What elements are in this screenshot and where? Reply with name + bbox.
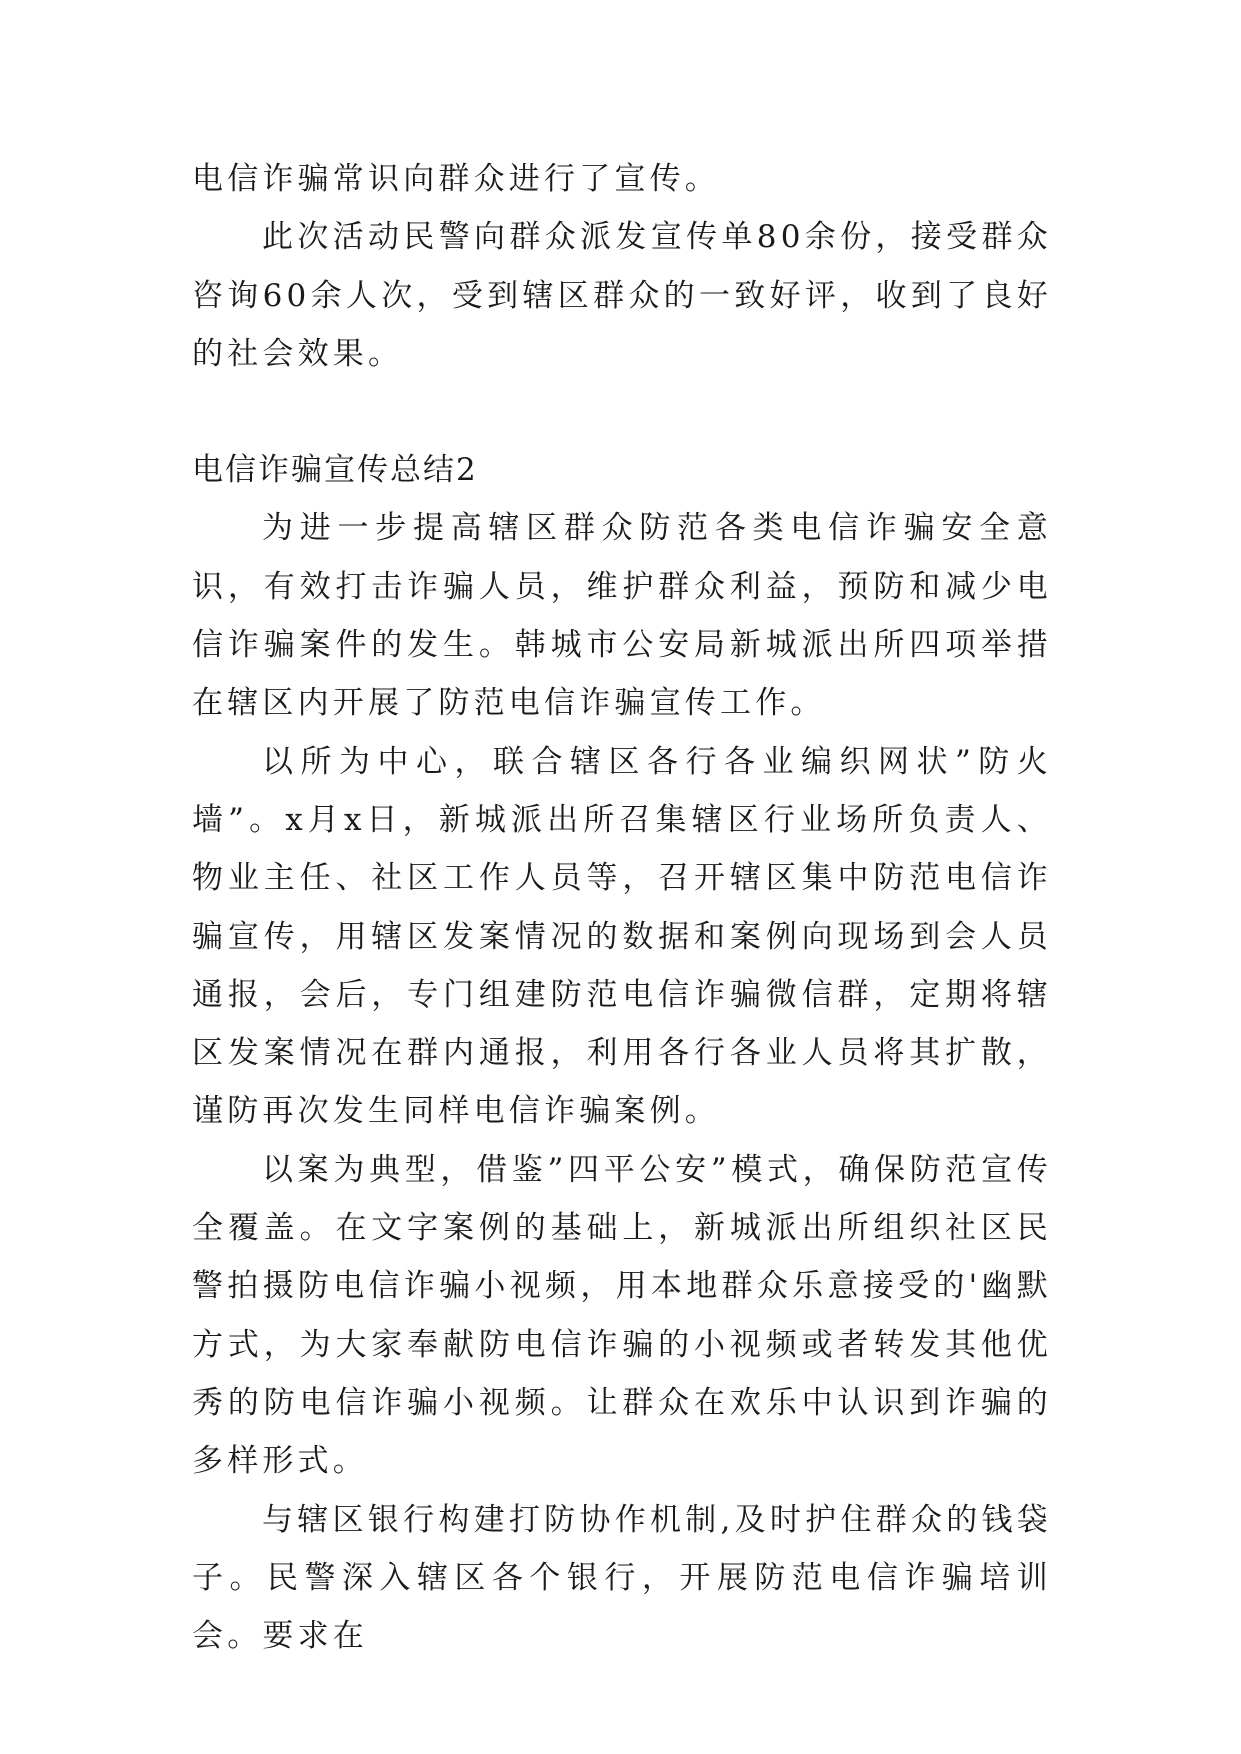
video-paragraph: 以案为典型，借鉴”四平公安”模式，确保防范宣传全覆盖。在文字案例的基础上，新城派出所组织社区民警拍摄防电信诈骗小视频，用本地群众乐意接受的'幽默方式，为大家奉献防电信诈骗的小视频或者转发其他优秀的防电信诈骗小视频。让群众在欢乐中认识到诈骗的多样形式。 — [192, 1151, 1052, 1480]
section-title: 电信诈骗宣传总结2 — [192, 452, 478, 489]
continuation-paragraph: 电信诈骗常识向群众进行了宣传。 — [192, 161, 720, 197]
activity-result-paragraph: 此次活动民警向群众派发宣传单80余份，接受群众咨询60余人次，受到辖区群众的一致好评，收到了良好的社会效果。 — [192, 219, 1052, 372]
firewall-paragraph: 以所为中心，联合辖区各行各业编织网状”防火墙”。x月x日，新城派出所召集辖区行业场所负责人、物业主任、社区工作人员等，召开辖区集中防范电信诈骗宣传，用辖区发案情况的数据和案例向现场到会人员通报，会后，专门组建防范电信诈骗微信群，定期将辖区发案情况在群内通报，利用各行各业人员将其扩散，谨防再次发生同样电信诈骗案例。 — [192, 743, 1052, 1130]
intro-paragraph: 为进一步提高辖区群众防范各类电信诈骗安全意识，有效打击诈骗人员，维护群众利益，预防和减少电信诈骗案件的发生。韩城市公安局新城派出所四项举措在辖区内开展了防范电信诈骗宣传工作。 — [192, 510, 1052, 722]
bank-paragraph: 与辖区银行构建打防协作机制,及时护住群众的钱袋子。民警深入辖区各个银行，开展防范电信诈骗培训会。要求在 — [192, 1501, 1052, 1655]
document-body — [192, 150, 1052, 1665]
